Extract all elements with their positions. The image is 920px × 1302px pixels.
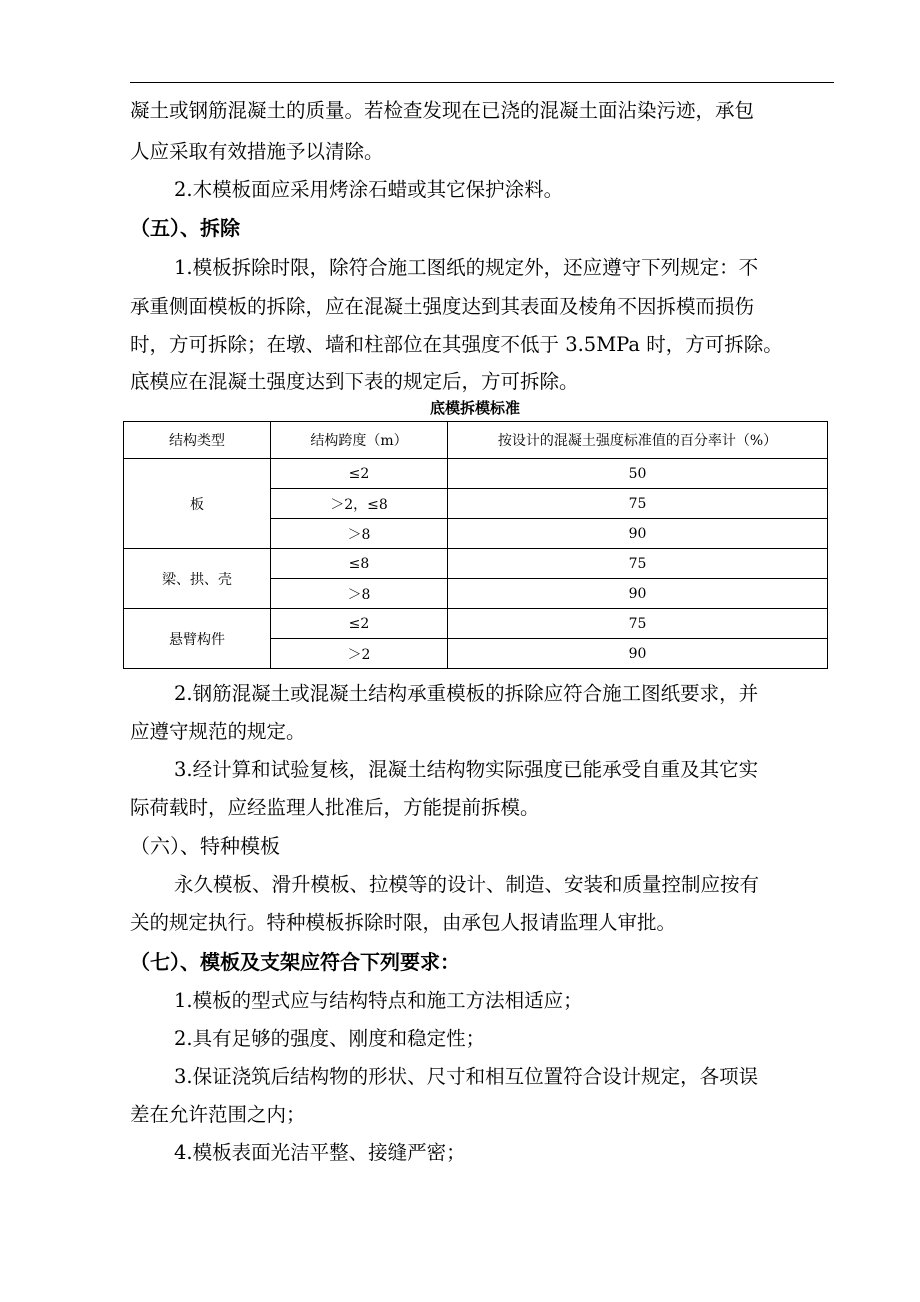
paragraph-line: 底模应在混凝土强度达到下表的规定后，方可拆除。	[130, 370, 579, 393]
header-span: 结构跨度（m）	[271, 422, 448, 459]
cell-span: ＞8	[271, 579, 448, 609]
paragraph-line: 2.钢筋混凝土或混凝土结构承重模板的拆除应符合施工图纸要求，并	[174, 682, 759, 705]
paragraph-line: 2.木模板面应采用烤涂石蜡或其它保护涂料。	[174, 178, 564, 201]
table-row	[124, 609, 828, 639]
table-caption: 底模拆模标准	[429, 399, 520, 417]
cell-percent: 75	[448, 549, 828, 579]
paragraph-line: 时，方可拆除；在墩、墙和柱部位在其强度不低于 3.5MPa 时，方可拆除。	[130, 333, 783, 356]
cell-percent: 50	[448, 459, 828, 489]
demolding-standard-table	[123, 421, 828, 669]
table-row	[124, 459, 828, 489]
cell-structure-type: 悬臂构件	[124, 609, 271, 669]
paragraph-line: 人应采取有效措施予以清除。	[130, 140, 384, 163]
paragraph-line: 应遵守规范的规定。	[130, 720, 306, 743]
cell-structure-type: 板	[124, 459, 271, 549]
header-structure-type: 结构类型	[124, 422, 271, 459]
paragraph-line: 3.保证浇筑后结构物的形状、尺寸和相互位置符合设计规定，各项误	[174, 1065, 759, 1088]
paragraph-line: 2.具有足够的强度、刚度和稳定性；	[174, 1027, 486, 1050]
paragraph-line: 凝土或钢筋混凝土的质量。若检查发现在已浇的混凝土面沾染污迹，承包	[130, 99, 755, 122]
paragraph-line: 际荷载时，应经监理人批准后，方能提前拆模。	[130, 796, 540, 819]
cell-span: ≤2	[271, 609, 448, 639]
cell-span: ＞2	[271, 639, 448, 669]
paragraph-line: 1.模板的型式应与结构特点和施工方法相适应；	[174, 989, 583, 1012]
section-heading: （七）、模板及支架应符合下列要求：	[130, 950, 460, 974]
cell-percent: 90	[448, 639, 828, 669]
table-row	[124, 549, 828, 579]
paragraph-line: 1.模板拆除时限，除符合施工图纸的规定外，还应遵守下列规定：不	[174, 256, 759, 279]
cell-percent: 90	[448, 519, 828, 549]
section-heading: （五）、拆除	[130, 216, 240, 240]
paragraph-line: 差在允许范围之内；	[130, 1103, 306, 1126]
cell-span: ≤2	[271, 459, 448, 489]
cell-percent: 75	[448, 489, 828, 519]
cell-structure-type: 梁、拱、壳	[124, 549, 271, 609]
cell-percent: 90	[448, 579, 828, 609]
header-rule	[130, 82, 834, 83]
section-heading: （六）、特种模板	[130, 834, 280, 858]
paragraph-line: 关的规定执行。特种模板拆除时限，由承包人报请监理人审批。	[130, 911, 677, 934]
header-strength-percent: 按设计的混凝土强度标准值的百分率计（%）	[448, 422, 828, 459]
cell-percent: 75	[448, 609, 828, 639]
paragraph-line: 承重侧面模板的拆除，应在混凝土强度达到其表面及棱角不因拆模而损伤	[130, 295, 755, 318]
paragraph-line: 3.经计算和试验复核，混凝土结构物实际强度已能承受自重及其它实	[174, 758, 759, 781]
cell-span: ＞2，≤8	[271, 489, 448, 519]
table-header-row	[124, 422, 828, 459]
paragraph-line: 4.模板表面光洁平整、接缝严密；	[174, 1141, 466, 1164]
cell-span: ≤8	[271, 549, 448, 579]
cell-span: ＞8	[271, 519, 448, 549]
paragraph-line: 永久模板、滑升模板、拉模等的设计、制造、安装和质量控制应按有	[174, 873, 760, 896]
